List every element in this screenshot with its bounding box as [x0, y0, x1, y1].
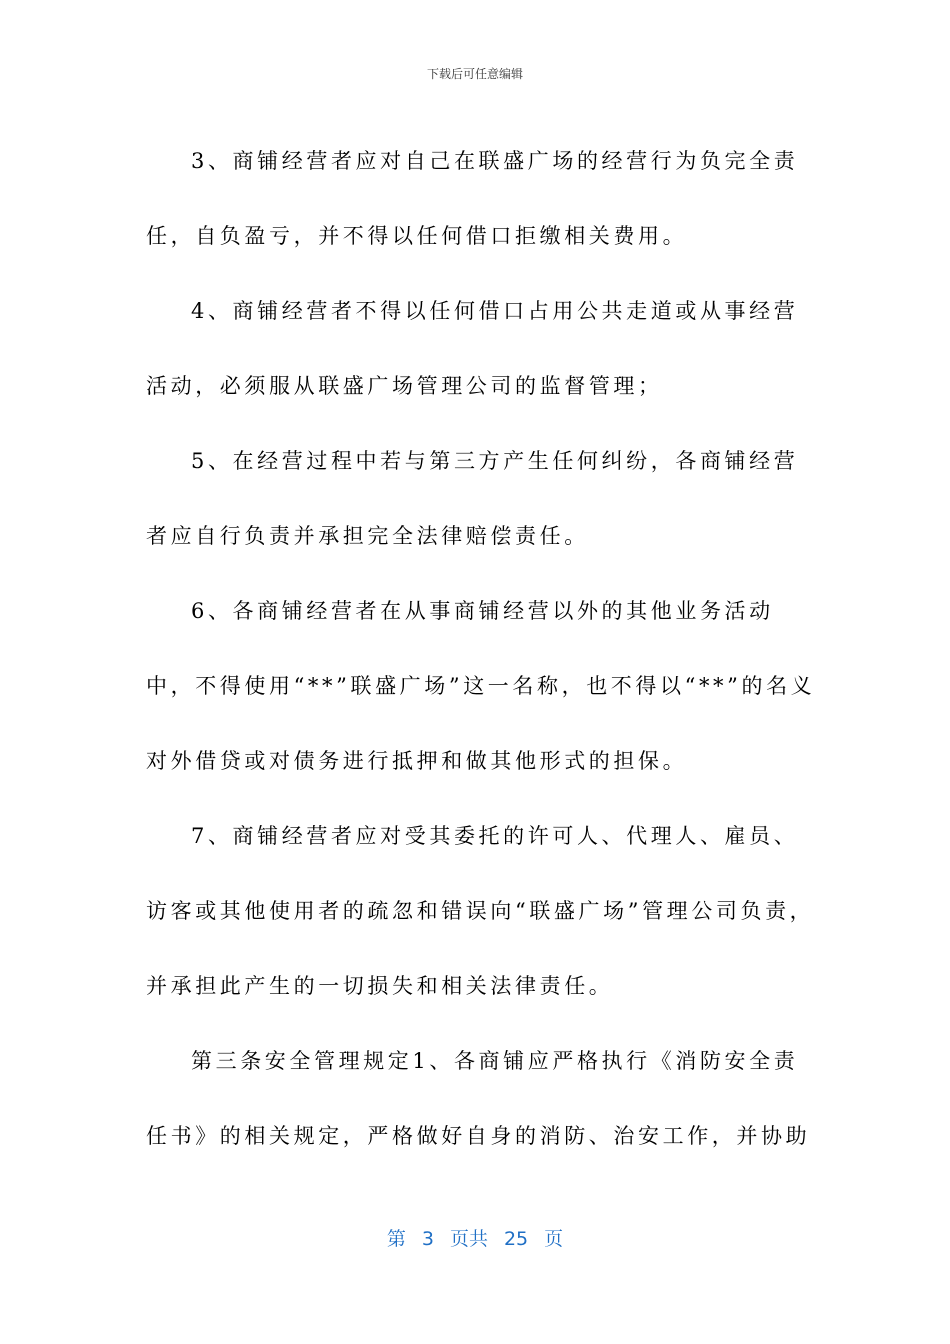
total-pages-number: 25 — [503, 1228, 529, 1250]
paragraph-clause-7: 7、商铺经营者应对受其委托的许可人、代理人、雇员、访客或其他使用者的疏忽和错误向“联盛广场”管理公司负责，并承担此产生的一切损失和相关法律责任。 — [146, 824, 815, 998]
footer-suffix: 页 — [544, 1228, 564, 1250]
footer-prefix: 第 — [386, 1228, 406, 1250]
paragraph-clause-4: 4、商铺经营者不得以任何借口占用公共走道或从事经营活动，必须服从联盛广场管理公司的监督管理； — [146, 299, 799, 398]
paragraph-clause-3: 3、商铺经营者应对自己在联盛广场的经营行为负完全责任，自负盈亏，并不得以任何借口拒缴相关费用。 — [146, 149, 799, 248]
paragraph-clause-6: 6、各商铺经营者在从事商铺经营以外的其他业务活动中，不得使用“**”联盛广场”这一名称，也不得以“**”的名义对外借贷或对债务进行抵押和做其他形式的担保。 — [146, 599, 816, 773]
paragraph-clause-5: 5、在经营过程中若与第三方产生任何纠纷，各商铺经营者应自行负责并承担完全法律赔偿责任。 — [146, 449, 799, 548]
footer-middle: 页共 — [449, 1228, 488, 1250]
document-body — [146, 124, 816, 1174]
paragraph-article-3: 第三条安全管理规定1、各商铺应严格执行《消防安全责任书》的相关规定，严格做好自身的消防、治安工作，并协助 — [146, 1049, 811, 1148]
current-page-number: 3 — [421, 1228, 434, 1250]
page-footer — [0, 1226, 950, 1252]
page-header: 下载后可任意编辑 — [426, 67, 523, 81]
